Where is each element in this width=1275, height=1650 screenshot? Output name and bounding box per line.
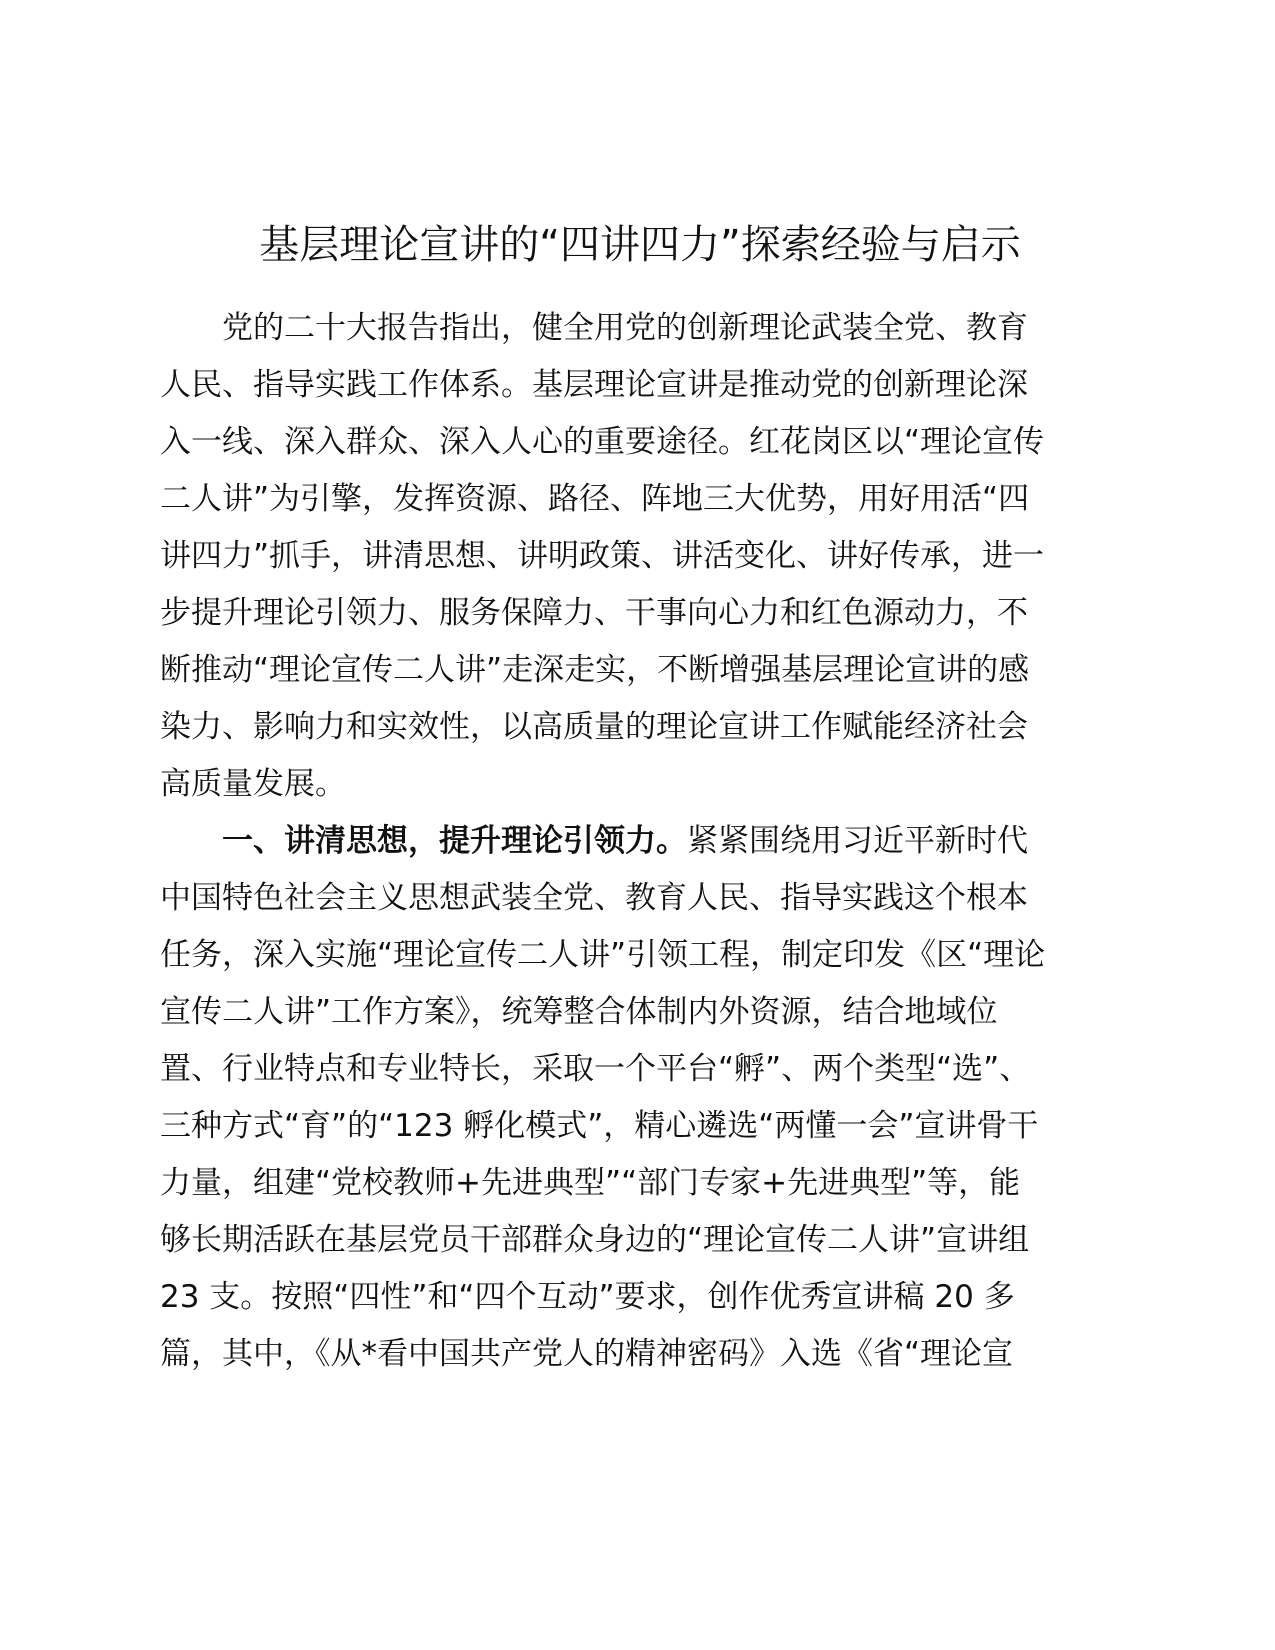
paragraph-line: 二人讲”为引擎，发挥资源、路径、阵地三大优势，用好用活“四: [160, 481, 1030, 517]
paragraph-line: 入一线、深入群众、深入人心的重要途径。红花岗区以“理论宣传: [160, 424, 1045, 460]
paragraph-line: 置、行业特点和专业特长，采取一个平台“孵”、两个类型“选”、: [160, 1051, 1031, 1087]
document-title: 基层理论宣讲的“四讲四力”探索经验与启示: [259, 222, 1021, 268]
paragraph-line: 人民、指导实践工作体系。基层理论宣讲是推动党的创新理论深: [160, 367, 1028, 403]
paragraph-line: 够长期活跃在基层党员干部群众身边的“理论宣传二人讲”宣讲组: [160, 1222, 1030, 1258]
paragraph-line: 三种方式“育”的“123 孵化模式”，精心遴选“两懂一会”宣讲骨干: [160, 1108, 1039, 1144]
paragraph-line: 任务，深入实施“理论宣传二人讲”引领工程，制定印发《区“理论: [160, 937, 1046, 973]
paragraph-line: 篇，其中，《从*看中国共产党人的精神密码》入选《省“理论宣: [160, 1336, 1014, 1372]
section-heading-line: [160, 813, 1120, 870]
paragraph-line: 高质量发展。: [160, 766, 346, 802]
paragraph-line: 党的二十大报告指出，健全用党的创新理论武装全党、教育: [222, 310, 1028, 346]
paragraph-line: 宣传二人讲”工作方案》，统筹整合体制内外资源，结合地域位: [160, 994, 998, 1030]
paragraph-line: 中国特色社会主义思想武装全党、教育人民、指导实践这个根本: [160, 880, 1028, 916]
document-body: [160, 300, 1120, 1383]
paragraph-line: 力量，组建“党校教师+先进典型”“部门专家+先进典型”等，能: [160, 1165, 1021, 1201]
section-heading: 一、讲清思想，提升理论引领力。: [222, 823, 687, 859]
paragraph-line: 步提升理论引领力、服务保障力、干事向心力和红色源动力，不: [160, 595, 1028, 631]
paragraph-line: 断推动“理论宣传二人讲”走深走实，不断增强基层理论宣讲的感: [160, 652, 1030, 688]
paragraph-line: 23 支。按照“四性”和“四个互动”要求，创作优秀宣讲稿 20 多: [160, 1279, 1015, 1315]
paragraph-line: 染力、影响力和实效性，以高质量的理论宣讲工作赋能经济社会: [160, 709, 1028, 745]
section-heading-rest: 紧紧围绕用习近平新时代: [687, 823, 1028, 859]
paragraph-line: 讲四力”抓手，讲清思想、讲明政策、讲活变化、讲好传承，进一: [160, 538, 1045, 574]
